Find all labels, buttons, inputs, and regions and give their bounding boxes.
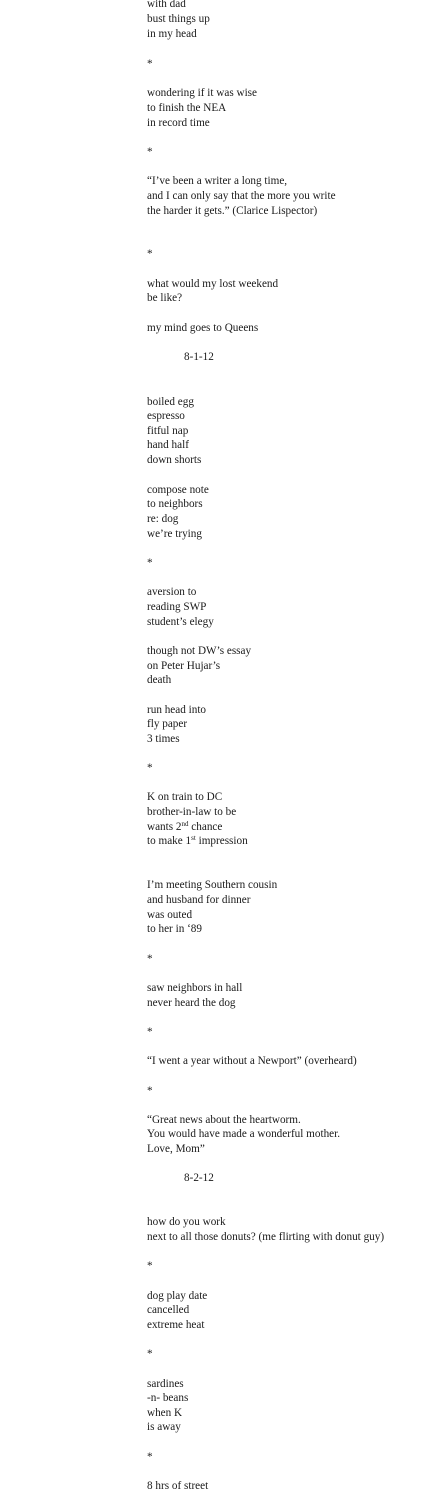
text-line: fly paper [147, 718, 188, 730]
section-separator: * [147, 557, 153, 569]
text-line: 3 times [147, 733, 180, 745]
section-separator: * [147, 58, 153, 70]
text-line: K on train to DC [147, 791, 223, 803]
text-line: with dad [147, 0, 186, 10]
quote-line: and I can only say that the more you write [147, 190, 336, 202]
text-line: brother-in-law to be [147, 806, 237, 818]
quote-line: “I’ve been a writer a long time, [147, 175, 288, 187]
text-line: reading SWP [147, 601, 207, 613]
text-line: to her in ‘89 [147, 923, 202, 935]
text-line: I’m meeting Southern cousin [147, 879, 278, 891]
text-line: though not DW’s essay [147, 645, 252, 657]
quote-line: “Great news about the heartworm. [147, 1114, 301, 1126]
text-line: to finish the NEA [147, 102, 227, 114]
section-separator: * [147, 248, 153, 260]
ordinal-suffix: nd [181, 820, 189, 828]
text-line: cancelled [147, 1304, 190, 1316]
entry-date: 8-1-12 [184, 351, 214, 363]
text-line: be like? [147, 292, 183, 304]
text-line: re: dog [147, 513, 179, 525]
text-line: bust things up [147, 13, 210, 25]
quote-line: “I went a year without a Newport” (overheard) [147, 1055, 357, 1067]
text-line: on Peter Hujar’s [147, 660, 221, 672]
quote-line: the harder it gets.” (Clarice Lispector) [147, 205, 318, 217]
text-line: fitful nap [147, 425, 189, 437]
line-text: wants 2 [147, 821, 182, 833]
ordinal-suffix: st [191, 834, 196, 842]
text-line: when K [147, 1407, 183, 1419]
section-separator: * [147, 953, 153, 965]
text-line: 8 hrs of street [147, 1480, 209, 1492]
text-line: extreme heat [147, 1319, 205, 1331]
section-separator: * [147, 1085, 153, 1097]
text-line: how do you work [147, 1216, 226, 1228]
text-line: in record time [147, 117, 210, 129]
quote-line: You would have made a wonderful mother. [147, 1128, 341, 1140]
text-line: run head into [147, 704, 207, 716]
text-line [147, 820, 222, 835]
text-line: never heard the dog [147, 997, 236, 1009]
text-line: death [147, 674, 172, 686]
text-line: and husband for dinner [147, 894, 251, 906]
text-line: saw neighbors in hall [147, 982, 243, 994]
text-line: my mind goes to Queens [147, 322, 259, 334]
text-line: espresso [147, 410, 185, 422]
entry-date: 8-2-12 [184, 1172, 214, 1184]
section-separator: * [147, 1026, 153, 1038]
line-text: impression [195, 835, 248, 847]
section-separator: * [147, 762, 153, 774]
text-line: down shorts [147, 454, 202, 466]
text-line: was outed [147, 909, 193, 921]
line-text: chance [188, 821, 223, 833]
section-separator: * [147, 1451, 153, 1463]
text-line: wondering if it was wise [147, 87, 257, 99]
text-line: compose note [147, 484, 209, 496]
text-line: dog play date [147, 1290, 208, 1302]
text-line: in my head [147, 28, 197, 40]
text-line: what would my lost weekend [147, 278, 279, 290]
text-line: to neighbors [147, 498, 203, 510]
section-separator: * [147, 146, 153, 158]
text-line: -n- beans [147, 1392, 189, 1404]
text-line [147, 834, 248, 849]
text-line: is away [147, 1421, 181, 1433]
text-line: hand half [147, 439, 189, 451]
text-line: aversion to [147, 586, 197, 598]
text-line: sardines [147, 1378, 184, 1390]
section-separator: * [147, 1260, 153, 1272]
text-line: boiled egg [147, 396, 194, 408]
section-separator: * [147, 1348, 153, 1360]
quote-line: Love, Mom” [147, 1143, 205, 1155]
text-line: student’s elegy [147, 616, 214, 628]
line-text: to make 1 [147, 835, 192, 847]
text-line: next to all those donuts? (me flirting with donut guy) [147, 1231, 385, 1243]
text-line: we’re trying [147, 528, 202, 540]
